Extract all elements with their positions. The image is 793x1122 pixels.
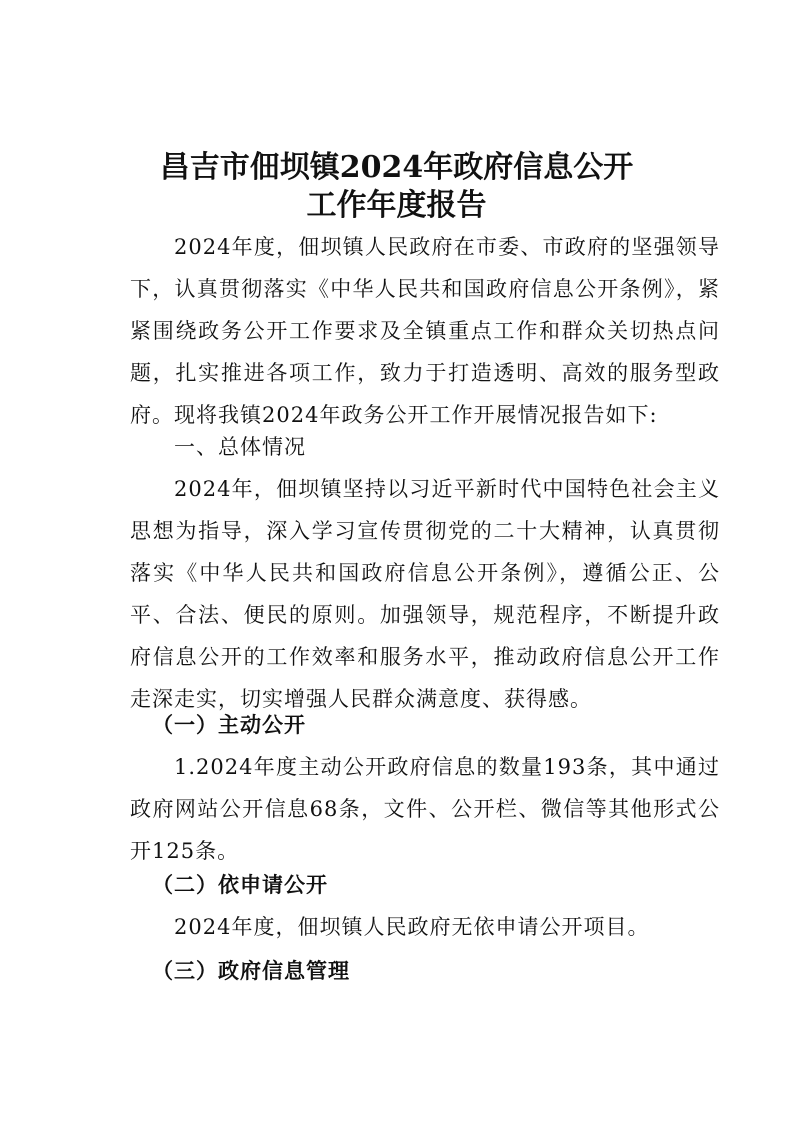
section-1-body: 2024年，佃坝镇坚持以习近平新时代中国特色社会主义思想为指导，深入学习宣传贯彻党的二十大精神，认真贯彻落实《中华人民共和国政府信息公开条例》，遵循公正、公平、合法、便民的原则。加强领导，规范程序，不断提升政府信息公开的工作效率和服务水平，推动政府信息公开工作走深走实，切实增强人民群众满意度、获得感。 [130,477,720,711]
subsection-1-heading: （一）主动公开 [152,713,306,737]
subsection-2-heading: （二）依申请公开 [152,873,328,897]
report-title-line-2: 工作年度报告 [306,188,487,223]
intro-paragraph: 2024年度，佃坝镇人民政府在市委、市政府的坚强领导下，认真贯彻落实《中华人民共和国政府信息公开条例》，紧紧围绕政务公开工作要求及全镇重点工作和群众关切热点问题，扎实推进各项工作，致力于打造透明、高效的服务型政府。现将我镇2024年政务公开工作开展情况报告如下: [130,235,720,427]
subsection-2-body: 2024年度，佃坝镇人民政府无依申请公开项目。 [174,915,650,939]
section-1-heading: 一、总体情况 [174,435,306,459]
subsection-1-body: 1.2024年度主动公开政府信息的数量193条，其中通过政府网站公开信息68条，文件、公开栏、微信等其他形式公开125条。 [130,755,720,863]
subsection-3-heading: （三）政府信息管理 [152,959,350,983]
report-title-line-1: 昌吉市佃坝镇2024年政府信息公开 [159,150,634,185]
